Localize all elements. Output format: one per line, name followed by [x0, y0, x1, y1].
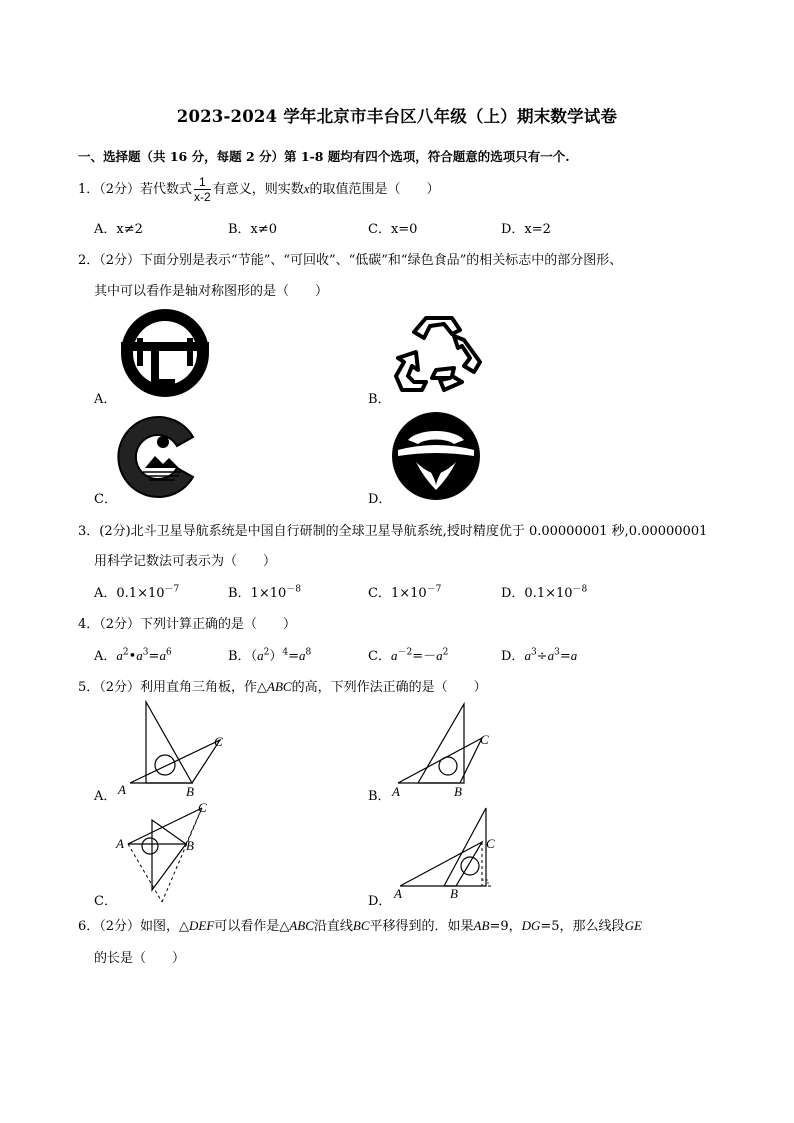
q5-text-a: 5．（2分）利用直角三角板，作△ — [78, 680, 268, 695]
q1-option-c: C．x=0 — [368, 222, 418, 237]
q1-option-a: A．x≠2 — [94, 222, 143, 237]
q1-variable: x — [303, 181, 310, 196]
q5-text-b: 的高，下列作法正确的是（ ） — [291, 680, 487, 695]
green-food-logo — [390, 410, 482, 502]
q5-abc: ABC — [267, 679, 292, 694]
q1-prefix: 1．（2分）若代数式 — [78, 182, 193, 197]
q3-a-base: A．0.1×10 — [94, 586, 165, 601]
q4-option-d: D．$a^3\div a^3=a$ — [501, 647, 578, 664]
q2-line1: 2．（2分）下面分别是表示“节能”、“可回收”、“低碳”和“绿色食品”的相关标志中的部分图形、 — [78, 253, 623, 268]
point-a: A — [118, 782, 126, 797]
q3-a-exp: －7 — [164, 584, 180, 595]
q1-numerator: 1 — [194, 175, 211, 190]
q5-label-a: A． — [94, 789, 117, 804]
point-a: A — [394, 886, 402, 900]
q5-label-d: D． — [368, 894, 392, 909]
q6-ge: GE — [624, 918, 642, 933]
q5-label-c: C． — [94, 894, 117, 909]
q4-option-b: B．$(a^2)^4=a^8$ — [228, 647, 312, 664]
q2-label-b: B． — [368, 392, 391, 407]
q6-line2: 的长是（ ） — [94, 951, 186, 966]
q3-option-c — [368, 582, 441, 601]
q4-a-label: A． — [94, 649, 117, 664]
q3-b-exp: －8 — [286, 584, 301, 595]
q3-line1: 3．(2分)北斗卫星导航系统是中国自行研制的全球卫星导航系统,授时精度优于 0.00000001 秒,0.00000001 — [78, 524, 708, 539]
q6-bc: BC — [352, 918, 370, 933]
q6-text-d: 平移得到的．如果 — [369, 919, 474, 934]
point-b: B — [454, 784, 462, 799]
q3-d-exp: －8 — [572, 584, 588, 595]
q5-line — [78, 676, 487, 695]
point-c: C — [480, 732, 489, 747]
point-a: A — [116, 836, 124, 851]
q3-line2: 用科学记数法可表示为（ ） — [94, 554, 277, 569]
q3-option-d — [501, 582, 587, 601]
q3-c-exp: －7 — [426, 584, 442, 595]
q2-label-a: A． — [94, 392, 117, 407]
q5-figure-b — [388, 700, 508, 800]
point-b: B — [450, 886, 458, 900]
recycle-logo — [392, 312, 487, 397]
q4-d-label: D． — [501, 649, 525, 664]
point-b: B — [186, 838, 194, 853]
q6-v2: =5，那么线段 — [540, 919, 625, 934]
q6-text-c: 沿直线 — [313, 919, 353, 934]
point-c: C — [198, 800, 207, 815]
q5-figure-a — [112, 698, 242, 803]
q3-c-base: C．1×10 — [368, 586, 427, 601]
q6-text-b: 可以看作是△ — [214, 919, 290, 934]
q4-b-label: B． — [228, 649, 251, 664]
q2-label-d: D． — [368, 492, 392, 507]
q4-line: 4．（2分）下列计算正确的是（ ） — [78, 617, 297, 632]
q5-figure-c — [112, 800, 222, 908]
q5-figure-d — [390, 800, 510, 900]
q2-line2: 其中可以看作是轴对称图形的是（ ） — [94, 284, 329, 299]
low-carbon-logo — [115, 412, 200, 502]
q6-def: DEF — [189, 918, 215, 933]
q1-suffix: 有意义，则实数 — [212, 182, 304, 197]
q6-ab: AB — [473, 918, 490, 933]
point-c: C — [486, 836, 495, 851]
q1-fraction — [194, 175, 211, 204]
q6-v1: =9， — [489, 919, 522, 934]
point-a: A — [392, 784, 400, 799]
q3-option-a — [94, 582, 179, 601]
point-b: B — [186, 784, 194, 799]
q4-option-c: C．$a^{-2}=-a^2$ — [368, 647, 449, 664]
q1-option-b: B．x≠0 — [228, 222, 278, 237]
q6-dg: DG — [521, 918, 541, 933]
question-1 — [78, 175, 440, 204]
page-title: 2023-2024 学年北京市丰台区八年级（上）期末数学试卷 — [176, 107, 618, 126]
q5-label-b: B． — [368, 789, 391, 804]
q1-denominator: x-2 — [194, 190, 211, 204]
q3-d-base: D．0.1×10 — [501, 586, 573, 601]
q6-abc: ABC — [289, 918, 314, 933]
q4-option-a: A．$a^2•a^3=a^6$ — [94, 647, 172, 664]
q6-text-a: 6．（2分）如图，△ — [78, 919, 190, 934]
point-c: C — [214, 734, 223, 749]
q4-c-label: C． — [368, 649, 391, 664]
q1-suffix-end: 的取值范围是（ ） — [309, 182, 440, 197]
q3-b-base: B．1×10 — [228, 586, 287, 601]
q6-line1 — [78, 915, 642, 934]
section-heading: 一、选择题（共 16 分，每题 2 分）第 1-8 题均有四个选项，符合题意的选项只有一个. — [78, 149, 570, 164]
q2-label-c: C． — [94, 492, 117, 507]
q1-option-d: D．x=2 — [501, 222, 551, 237]
q3-option-b — [228, 582, 301, 601]
energy-saving-logo — [115, 305, 215, 400]
